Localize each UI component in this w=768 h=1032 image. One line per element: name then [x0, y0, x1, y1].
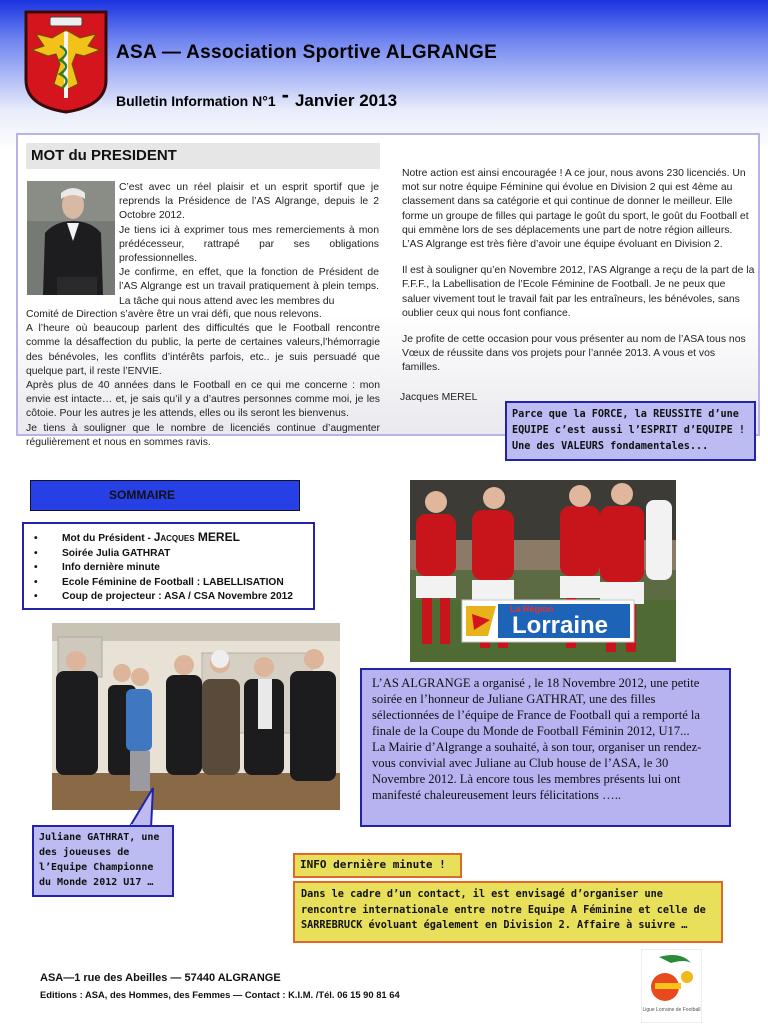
president-paragraph: Je tiens à souligner que le nombre de licenciés continue d’augmenter régulièrement et nous en sommes ravis. [26, 422, 380, 448]
president-paragraph: A l’heure où beaucoup parlent des difficultés que le Football rencontre comme la désaffection du public, la perte de certaines valeurs,l’hémorragie des bénévoles, les conflits d’intérêts parfois, etc.. je suis persuadé que quelque part, il reste l’ENVIE. [26, 323, 380, 377]
president-paragraph: Notre action est ainsi encouragée ! A ce jour, nous avons 230 licenciés. Un mot sur notre équipe Féminine qui évolue en Division 2 qui est 4ème au classement dans sa catégorie et qui continue de donner le meilleur. Elle forme un groupe de filles qui partage le goût du sport, le goût du Football et qui emmène lors de ses déplacements une part de notre région ailleurs. L’AS Algrange est très fière d’avoir une équipe évoluant en Division 2. [402, 168, 749, 251]
sommaire-item-author: Jacques MEREL [153, 530, 240, 544]
footer-address: ASA—1 rue des Abeilles — 57440 ALGRANGE [40, 972, 281, 984]
sommaire-item[interactable] [34, 530, 307, 547]
sommaire-item-label: Ecole Féminine de Football : LABELLISATION [62, 576, 284, 588]
bullet-icon: • [34, 576, 38, 588]
president-text-top [119, 181, 379, 309]
bulletin-date: Janvier 2013 [294, 91, 398, 110]
president-text-right [402, 167, 756, 388]
bullet-icon: • [34, 547, 38, 559]
bulletin-subtitle [116, 82, 398, 112]
info-body: Dans le cadre d’un contact, il est envisagé d’organiser une rencontre internationale entre notre Equipe A Féminine et celle de SARREBRUCK évoluant également en Division 2. Affaire à suivre … [293, 881, 723, 943]
algrange-crest-logo [22, 10, 110, 114]
reception-group-photo [52, 623, 340, 810]
president-photo [27, 181, 115, 295]
region-logo-text: Lorraine [512, 612, 609, 639]
president-paragraph: Je confirme, en effet, que la fonction de Président de l’AS Algrange est un travail pratiquement à plein temps. La tâche qui nous attend avec les membres du [119, 267, 379, 307]
president-text-bottom [26, 308, 380, 450]
team-spirit-quote: Parce que la FORCE, la REUSSITE d’une EQUIPE c’est aussi l’ESPRIT d’EQUIPE ! Une des VALEURS fondamentales... [505, 401, 756, 461]
president-paragraph: Je profite de cette occasion pour vous présenter au nom de l’ASA tous nos Vœux de réussite dans vos projets pour l’année 2013. A vous et vos familles. [402, 334, 746, 374]
page-title: ASA — Association Sportive ALGRANGE [116, 42, 498, 63]
president-paragraph: Je tiens ici à exprimer tous mes remerciements à mon prédécesseur, rattrapé par ses obligations professionnelles. [119, 224, 379, 265]
bullet-icon: • [34, 533, 38, 544]
sommaire-item-label: Mot du Président - [62, 533, 154, 544]
bulletin-number: Bulletin Information N°1 [116, 93, 276, 109]
bullet-icon: • [34, 562, 38, 573]
president-paragraph: Comité de Direction s’avère être un vrai défi, que nous relevons. [26, 309, 322, 320]
region-logo-small: La Région [510, 604, 554, 614]
footer-editions: Editions : ASA, des Hommes, des Femmes — Contact : K.I.M. /Tél. 06 15 90 81 64 [40, 989, 400, 1000]
soiree-paragraph: La Mairie d’Algrange a souhaité, à son tour, organiser un rendez-vous convivial avec Juliane au Club house de l’ASA, le 30 Novembre 2012. Là encore tous les membres présents lui ont manifesté chaleureusement leurs félicitations ….. [372, 740, 702, 802]
sommaire-item[interactable] [34, 576, 307, 591]
juliane-caption: Juliane GATHRAT, une des joueuses de l’Equipe Championne du Monde 2012 U17 … [32, 825, 174, 897]
sommaire-item-label: Coup de projecteur : ASA / CSA Novembre 2012 [62, 591, 293, 602]
president-paragraph: C’est avec un réel plaisir et un esprit sportif que je reprends la Présidence de l’AS Algrange, depuis le 2 Octobre 2012. [119, 182, 379, 222]
info-heading: INFO dernière minute ! [293, 853, 462, 878]
president-paragraph: Il est à souligner qu’en Novembre 2012, l’AS Algrange a reçu de la part de la F.F.F., la Labellisation de l’Ecole Féminine de Football. Je ne peux que saluer vivement tout le travail fait par les entraîneurs, les bénévoles, sans oublier ceux qui nous font confiance. [402, 265, 755, 319]
soiree-article [360, 668, 731, 827]
title-dash: - [281, 82, 289, 107]
sommaire-item[interactable] [34, 590, 307, 605]
sommaire-item-label: Soirée Julia GATHRAT [62, 547, 171, 559]
president-signature: Jacques MEREL [400, 392, 478, 403]
president-heading: MOT du PRESIDENT [26, 143, 380, 169]
sommaire-item-label: Info dernière minute [62, 562, 160, 573]
sommaire-item[interactable] [34, 547, 307, 562]
sommaire-list [22, 522, 315, 610]
sommaire-item[interactable] [34, 561, 307, 576]
sommaire-heading: SOMMAIRE [30, 480, 300, 511]
president-paragraph: Après plus de 40 années dans le Football en ce qui me concerne : mon envie est intacte… et, je sais qu’il y a d’autres personnes comme moi, je les côtoie. Pour les autres je les attends, elles ou ils seront les bienvenus. [26, 380, 380, 420]
soiree-paragraph: L’AS ALGRANGE a organisé , le 18 Novembre 2012, une petite soirée en l’honneur de Juliane GATHRAT, une des filles sélectionnées de l’équipe de France de Football qui a remporté la finale de la Coupe du Monde de Football Féminin 2012, U17... [372, 676, 701, 738]
bullet-icon: • [34, 591, 38, 602]
caption-pointer-icon [123, 786, 163, 828]
ligue-logo-text: Ligue Lorraine de Football [642, 1007, 701, 1013]
